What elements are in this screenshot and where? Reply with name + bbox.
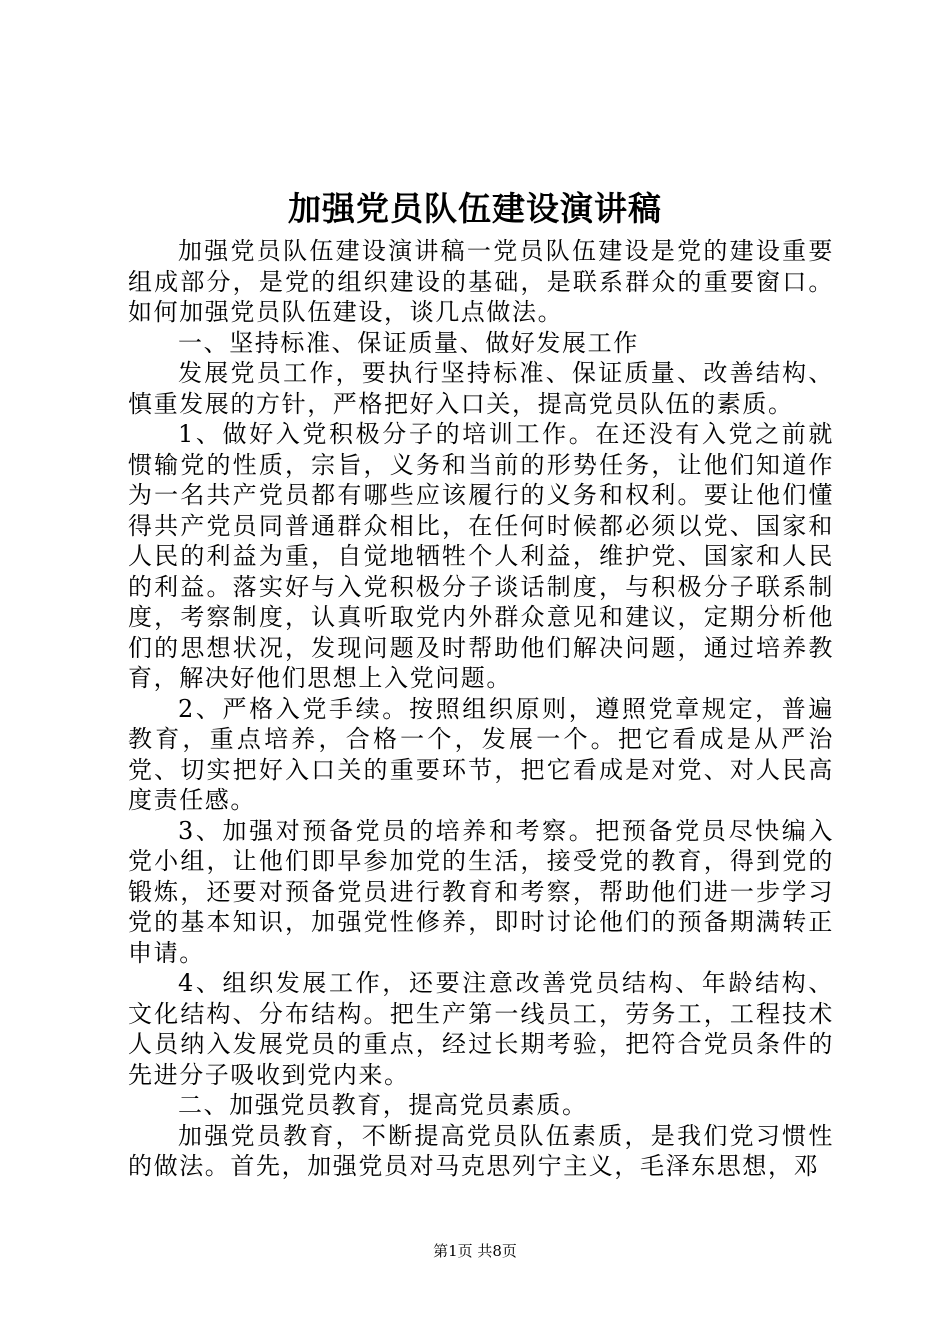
paragraph-item-1: 1、做好入党积极分子的培训工作。在还没有入党之前就惯输党的性质，宗旨，义务和当前的形势任务，让他们知道作为一名共产党员都有哪些应该履行的义务和权利。要让他们懂得共产党员同普通群众相比，在任何时候都必须以党、国家和人民的利益为重，自觉地牺牲个人利益，维护党、国家和人民的利益。落实好与入党积极分子谈话制度，与积极分子联系制度，考察制度，认真听取党内外群众意见和建议，定期分析他们的思想状况，发现问题及时帮助他们解决问题，通过培养教育，解决好他们思想上入党问题。 xyxy=(128,420,834,692)
section-heading-1: 一、坚持标准、保证质量、做好发展工作 xyxy=(178,328,639,357)
paragraph-item-3: 3、加强对预备党员的培养和考察。把预备党员尽快编入党小组，让他们即早参加党的生活，接受党的教育，得到党的锻炼，还要对预备党员进行教育和考察，帮助他们进一步学习党的基本知识，加强党性修养，即时讨论他们的预备期满转正申请。 xyxy=(128,816,834,967)
document-title: 加强党员队伍建设演讲稿 xyxy=(288,189,662,228)
document-body xyxy=(128,236,834,1182)
paragraph-item-2: 2、严格入党手续。按照组织原则，遵照党章规定，普遍教育，重点培养，合格一个，发展一个。把它看成是从严治党、切实把好入口关的重要环节，把它看成是对党、对人民高度责任感。 xyxy=(128,694,834,814)
section-heading-2: 二、加强党员教育，提高党员素质。 xyxy=(178,1091,588,1119)
paragraph-education: 加强党员教育，不断提高党员队伍素质，是我们党习惯性的做法。首先，加强党员对马克思列宁主义，毛泽东思想，邓 xyxy=(128,1121,834,1180)
paragraph-item-4: 4、组织发展工作，还要注意改善党员结构、年龄结构、文化结构、分布结构。把生产第一线员工，劳务工，工程技术人员纳入发展党员的重点，经过长期考验，把符合党员条件的先进分子吸收到党内来。 xyxy=(128,969,834,1089)
paragraph-development: 发展党员工作，要执行坚持标准、保证质量、改善结构、慎重发展的方针，严格把好入口关，提高党员队伍的素质。 xyxy=(128,359,834,418)
paragraph-intro: 加强党员队伍建设演讲稿一党员队伍建设是党的建设重要组成部分，是党的组织建设的基础，是联系群众的重要窗口。如何加强党员队伍建设，谈几点做法。 xyxy=(128,237,834,326)
page-number-footer: 第1页 共8页 xyxy=(433,1242,517,1260)
